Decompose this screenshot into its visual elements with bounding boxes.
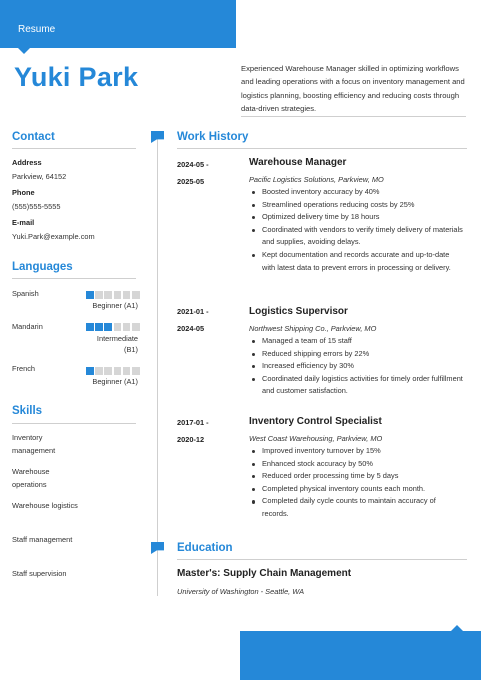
banner-notch xyxy=(18,48,30,54)
level-bar-empty xyxy=(132,367,140,375)
skill-item: Staff supervision xyxy=(12,569,67,578)
job-bullet: Coordinated with vendors to verify timely delivery of materials and supplies, avoiding delays. xyxy=(249,224,464,249)
level-bar-empty xyxy=(132,323,140,331)
language-level xyxy=(97,333,138,355)
work-history-heading: Work History xyxy=(177,131,249,143)
language-level: Beginner (A1) xyxy=(92,377,138,386)
education-degree: Master's: Supply Chain Management xyxy=(177,568,352,579)
languages-heading: Languages xyxy=(12,261,73,273)
job-bullets xyxy=(249,186,464,274)
language-name: Mandarin xyxy=(12,322,43,331)
address-value: Parkview, 64152 xyxy=(12,172,67,181)
job-bullets xyxy=(249,335,464,398)
job-date-start: 2017-01 - xyxy=(177,418,209,427)
level-bar-empty xyxy=(95,367,103,375)
job-dates xyxy=(177,414,209,448)
job-company: West Coast Warehousing, Parkview, MO xyxy=(249,434,383,443)
level-bar-filled xyxy=(86,291,94,299)
job-bullet: Streamlined operations reducing costs by 25% xyxy=(249,199,464,212)
job-bullet: Completed physical inventory counts each month. xyxy=(249,483,464,496)
job-title: Inventory Control Specialist xyxy=(249,416,382,427)
language-level-line: (B1) xyxy=(124,345,138,354)
job-bullet: Improved inventory turnover by 15% xyxy=(249,445,464,458)
job-bullet: Optimized delivery time by 18 hours xyxy=(249,211,464,224)
top-banner xyxy=(0,0,236,48)
language-level-bars xyxy=(86,367,140,375)
footer-block xyxy=(240,631,481,680)
job-bullet: Coordinated daily logistics activities for timely order fulfillment and customer satisfaction. xyxy=(249,373,464,398)
summary-divider xyxy=(241,116,466,117)
job-date-end: 2024-05 xyxy=(177,324,205,333)
language-level-bars xyxy=(86,291,140,299)
work-history-divider xyxy=(177,148,467,149)
job-dates xyxy=(177,156,209,190)
job-date-start: 2021-01 - xyxy=(177,307,209,316)
professional-summary: Experienced Warehouse Manager skilled in optimizing workflows and leading operations with a focus on inventory management and logistics planning, boosting efficiency and reducing costs through data-driven strategies. xyxy=(241,64,465,114)
language-level-line: Intermediate xyxy=(96,334,138,343)
job-bullet: Increased efficiency by 30% xyxy=(249,360,464,373)
level-bar-empty xyxy=(114,291,122,299)
level-bar-empty xyxy=(132,291,140,299)
job-date-start: 2024-05 - xyxy=(177,160,209,169)
skills-heading: Skills xyxy=(12,405,43,417)
job-dates xyxy=(177,303,209,337)
email-label: E-mail xyxy=(12,218,35,227)
level-bar-empty xyxy=(104,291,112,299)
level-bar-empty xyxy=(123,323,131,331)
job-bullet: Kept documentation and records accurate and up-to-date with latest data to prevent errors in processing or delivery. xyxy=(249,249,464,274)
contact-divider xyxy=(12,148,136,149)
job-company: Northwest Shipping Co., Parkview, MO xyxy=(249,324,377,333)
language-name: French xyxy=(12,364,36,373)
banner-label: Resume xyxy=(18,24,56,35)
candidate-name: Yuki Park xyxy=(14,62,139,92)
job-bullet: Managed a team of 15 staff xyxy=(249,335,464,348)
skill-item: Warehouse operations xyxy=(12,467,50,490)
education-divider xyxy=(177,559,467,560)
level-bar-filled xyxy=(86,323,94,331)
language-name: Spanish xyxy=(12,289,39,298)
phone-label: Phone xyxy=(12,188,35,197)
contact-heading: Contact xyxy=(12,131,55,143)
job-date-end: 2025-05 xyxy=(177,177,205,186)
job-bullet: Enhanced stock accuracy by 50% xyxy=(249,458,464,471)
phone-value: (555)555-5555 xyxy=(12,202,61,211)
level-bar-filled xyxy=(86,367,94,375)
email-value: Yuki.Park@example.com xyxy=(12,232,95,241)
education-school: University of Washington - Seattle, WA xyxy=(177,587,305,596)
address-label: Address xyxy=(12,158,42,167)
level-bar-empty xyxy=(123,367,131,375)
level-bar-filled xyxy=(104,323,112,331)
job-bullet: Reduced shipping errors by 22% xyxy=(249,348,464,361)
job-bullet: Completed daily cycle counts to maintain accuracy of records. xyxy=(249,495,464,520)
level-bar-empty xyxy=(123,291,131,299)
level-bar-empty xyxy=(114,323,122,331)
job-bullet: Boosted inventory accuracy by 40% xyxy=(249,186,464,199)
job-bullets xyxy=(249,445,464,521)
skills-divider xyxy=(12,423,136,424)
level-bar-empty xyxy=(104,367,112,375)
job-bullet: Reduced order processing time by 5 days xyxy=(249,470,464,483)
education-heading: Education xyxy=(177,542,233,554)
level-bar-empty xyxy=(95,291,103,299)
skill-item: Warehouse logistics xyxy=(12,501,78,510)
job-date-end: 2020-12 xyxy=(177,435,205,444)
skill-item: Inventory management xyxy=(12,433,56,456)
language-level-bars xyxy=(86,323,140,331)
level-bar-empty xyxy=(114,367,122,375)
job-company: Pacific Logistics Solutions, Parkview, MO xyxy=(249,175,384,184)
job-title: Logistics Supervisor xyxy=(249,306,348,317)
skill-item: Staff management xyxy=(12,535,73,544)
level-bar-filled xyxy=(95,323,103,331)
column-divider xyxy=(157,138,158,596)
job-title: Warehouse Manager xyxy=(249,157,347,168)
languages-divider xyxy=(12,278,136,279)
language-level: Beginner (A1) xyxy=(92,301,138,310)
